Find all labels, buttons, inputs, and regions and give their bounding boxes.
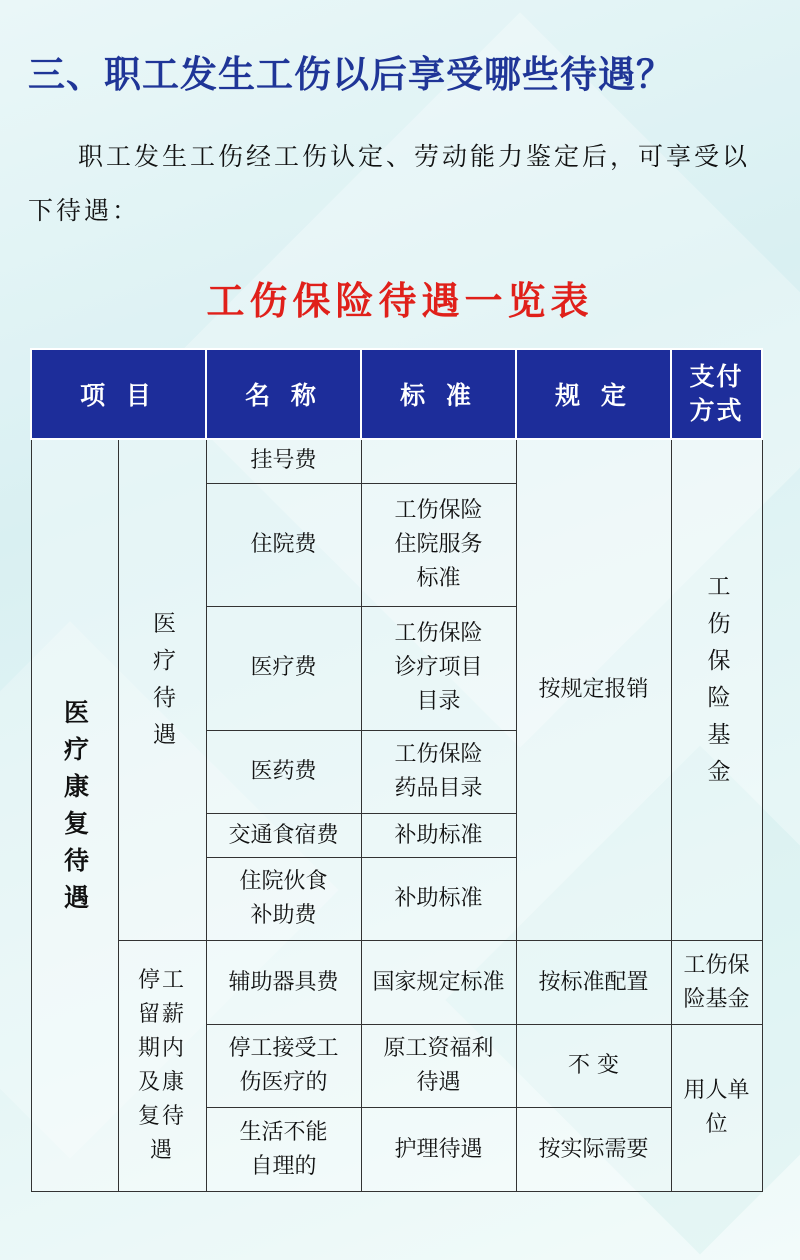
header-rule: 规 定 <box>516 349 671 439</box>
cell-standard-text: 工伤保险药品目录 <box>394 741 483 801</box>
header-payment-text: 支付方式 <box>689 362 744 425</box>
intro-paragraph: 职工发生工伤经工伤认定、劳动能力鉴定后，可享受以下待遇： <box>28 142 751 225</box>
table-row <box>31 941 762 1025</box>
group-medical-treatment-text: 医疗待遇 <box>149 610 175 759</box>
cell-name: 辅助器具费 <box>206 941 361 1025</box>
cell-standard <box>361 483 516 607</box>
section-heading: 三、职工发生工伤以后享受哪些待遇？ <box>28 53 674 96</box>
cell-standard: 护理待遇 <box>361 1108 516 1192</box>
cell-standard-text: 原工资福利待遇 <box>383 1036 494 1096</box>
group-medical-rehab-text: 医疗康复待遇 <box>60 699 90 921</box>
benefits-table <box>30 348 763 1192</box>
cell-standard <box>361 730 516 814</box>
cell-rule: 按标准配置 <box>516 941 671 1025</box>
cell-standard <box>361 439 516 483</box>
table-title: 工伤保险待遇一览表 <box>206 279 594 323</box>
cell-name-text: 住院伙食补助费 <box>239 869 328 929</box>
cell-standard-text: 工伤保险住院服务标准 <box>394 497 483 591</box>
cell-payment-employer <box>671 1024 762 1191</box>
cell-name <box>206 1108 361 1192</box>
group-suspension <box>118 941 206 1192</box>
cell-name: 医药费 <box>206 730 361 814</box>
cell-name-text: 停工接受工伤医疗的 <box>228 1036 339 1096</box>
cell-standard: 补助标准 <box>361 814 516 858</box>
cell-rule: 不 变 <box>516 1024 671 1108</box>
header-payment <box>671 349 762 439</box>
group-medical-rehab <box>31 439 118 1192</box>
group-medical-treatment <box>118 439 206 941</box>
cell-name: 医疗费 <box>206 607 361 731</box>
header-name: 名 称 <box>206 349 361 439</box>
cell-standard-text: 工伤保险诊疗项目目录 <box>394 621 483 715</box>
cell-name <box>206 857 361 941</box>
cell-standard: 国家规定标准 <box>361 941 516 1025</box>
cell-name: 交通食宿费 <box>206 814 361 858</box>
cell-payment-fund-text: 工伤保险基金 <box>703 573 730 796</box>
cell-standard <box>361 607 516 731</box>
cell-payment-text: 工伤保险基金 <box>683 952 750 1012</box>
cell-standard <box>361 1024 516 1108</box>
cell-payment <box>671 941 762 1025</box>
cell-name: 住院费 <box>206 483 361 607</box>
cell-name-text: 生活不能自理的 <box>239 1119 328 1179</box>
header-project: 项 目 <box>31 349 206 439</box>
cell-payment-fund <box>671 439 762 941</box>
table-row <box>31 439 762 483</box>
cell-rule: 按实际需要 <box>516 1108 671 1192</box>
header-standard: 标 准 <box>361 349 516 439</box>
table-header-row <box>31 349 762 439</box>
cell-name: 挂号费 <box>206 439 361 483</box>
cell-standard: 补助标准 <box>361 857 516 941</box>
cell-name <box>206 1024 361 1108</box>
group-suspension-text: 停工留薪期内及康复待遇 <box>137 968 186 1164</box>
cell-rule-reimburse: 按规定报销 <box>516 439 671 941</box>
cell-payment-employer-text: 用人单位 <box>683 1077 750 1137</box>
